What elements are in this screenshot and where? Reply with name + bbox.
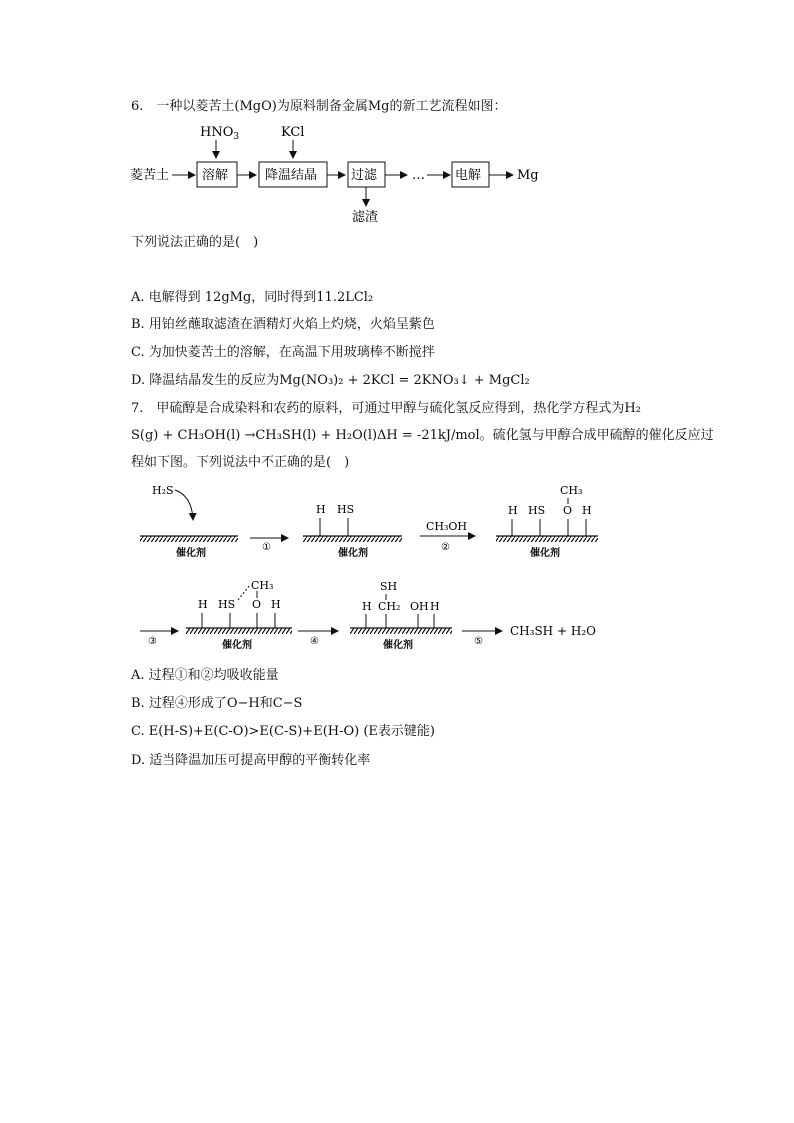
h-label-3a: H	[508, 504, 518, 517]
start-material: 菱苦土	[130, 168, 170, 183]
step-crystallize: 降温结晶	[265, 168, 318, 183]
catalyst-3: 催化剂	[530, 548, 560, 559]
q7-stem-line3: 程如下图。下列说法中不正确的是( )	[131, 455, 350, 470]
q7-stem-line1: 7. 甲硫醇是合成染料和农药的原料，可通过甲醇与硫化氢反应得到，热化学方程式为H₂	[131, 401, 641, 416]
step-5-label: ⑤	[474, 636, 483, 647]
step-1-label: ①	[262, 542, 271, 553]
step-3-label: ③	[148, 636, 157, 647]
h2s-label: H₂S	[152, 484, 174, 497]
q6-option-a: A. 电解得到 12gMg，同时得到11.2LCl₂	[131, 290, 374, 305]
q7-stem-line2: S(g) + CH₃OH(l) →CH₃SH(l) + H₂O(l)ΔH = -21kJ/mol。硫化氢与甲醇合成甲硫醇的催化反应过	[131, 428, 714, 443]
step-dissolve: 溶解	[202, 168, 229, 183]
q7-option-d: D. 适当降温加压可提高甲醇的平衡转化率	[131, 753, 371, 768]
q6-flow-diagram	[125, 118, 555, 228]
step-electrolysis: 电解	[455, 168, 482, 183]
q6-question: 下列说法正确的是( )	[131, 235, 259, 250]
h-label-3b: H	[582, 504, 592, 517]
ch3-label: CH₃	[560, 484, 583, 497]
ch3-label-4: CH₃	[251, 579, 274, 592]
q7-option-c: C. E(H-S)+E(C-O)>E(C-S)+E(H-O) (E表示键能)	[131, 724, 435, 739]
catalyst-2: 催化剂	[338, 548, 368, 559]
h-label: H	[316, 503, 326, 516]
h-label-4b: H	[271, 598, 281, 611]
step-filter: 过滤	[351, 168, 378, 183]
step-2-label: ②	[441, 542, 450, 553]
catalyst-5: 催化剂	[383, 640, 413, 651]
hs-label-3: HS	[528, 504, 546, 517]
catalyst-4: 催化剂	[222, 640, 252, 651]
step-4-label: ④	[310, 636, 319, 647]
product-mg: Mg	[517, 168, 539, 183]
reagent-hno3: $HNO_3$	[200, 125, 240, 142]
q7-option-a: A. 过程①和②均吸收能量	[131, 668, 279, 683]
catalyst-1: 催化剂	[176, 548, 206, 559]
byproduct-residue: 滤渣	[352, 210, 379, 225]
reagent-kcl: KCl	[281, 125, 305, 140]
sh-label: SH	[380, 580, 398, 593]
h-label-4a: H	[198, 598, 208, 611]
q6-stem: 6. 一种以菱苦土(MgO)为原料制备金属Mg的新工艺流程如图：	[131, 99, 507, 114]
o-label-4: O	[252, 598, 262, 611]
q6-option-c: C. 为加快菱苦土的溶解，在高温下用玻璃棒不断搅拌	[131, 345, 435, 360]
h-label-5b: H	[430, 600, 440, 613]
hs-label-4: HS	[218, 598, 236, 611]
ch2-label: CH₂	[378, 600, 401, 613]
h-label-5a: H	[362, 600, 372, 613]
ellipsis: …	[412, 168, 425, 183]
products-label: CH₃SH + H₂O	[510, 624, 596, 638]
q7-option-b: B. 过程④形成了O−H和C−S	[131, 696, 303, 711]
q7-mechanism-diagram	[130, 478, 600, 658]
o-label-3: O	[563, 504, 573, 517]
oh-label: OH	[410, 600, 429, 613]
q6-option-d: D. 降温结晶发生的反应为Mg(NO₃)₂ + 2KCl = 2KNO₃↓ + MgCl₂	[131, 373, 530, 388]
hs-label: HS	[337, 503, 355, 516]
ch3oh-label: CH₃OH	[426, 520, 468, 533]
q6-option-b: B. 用铂丝蘸取滤渣在酒精灯火焰上灼烧，火焰呈紫色	[131, 317, 435, 332]
